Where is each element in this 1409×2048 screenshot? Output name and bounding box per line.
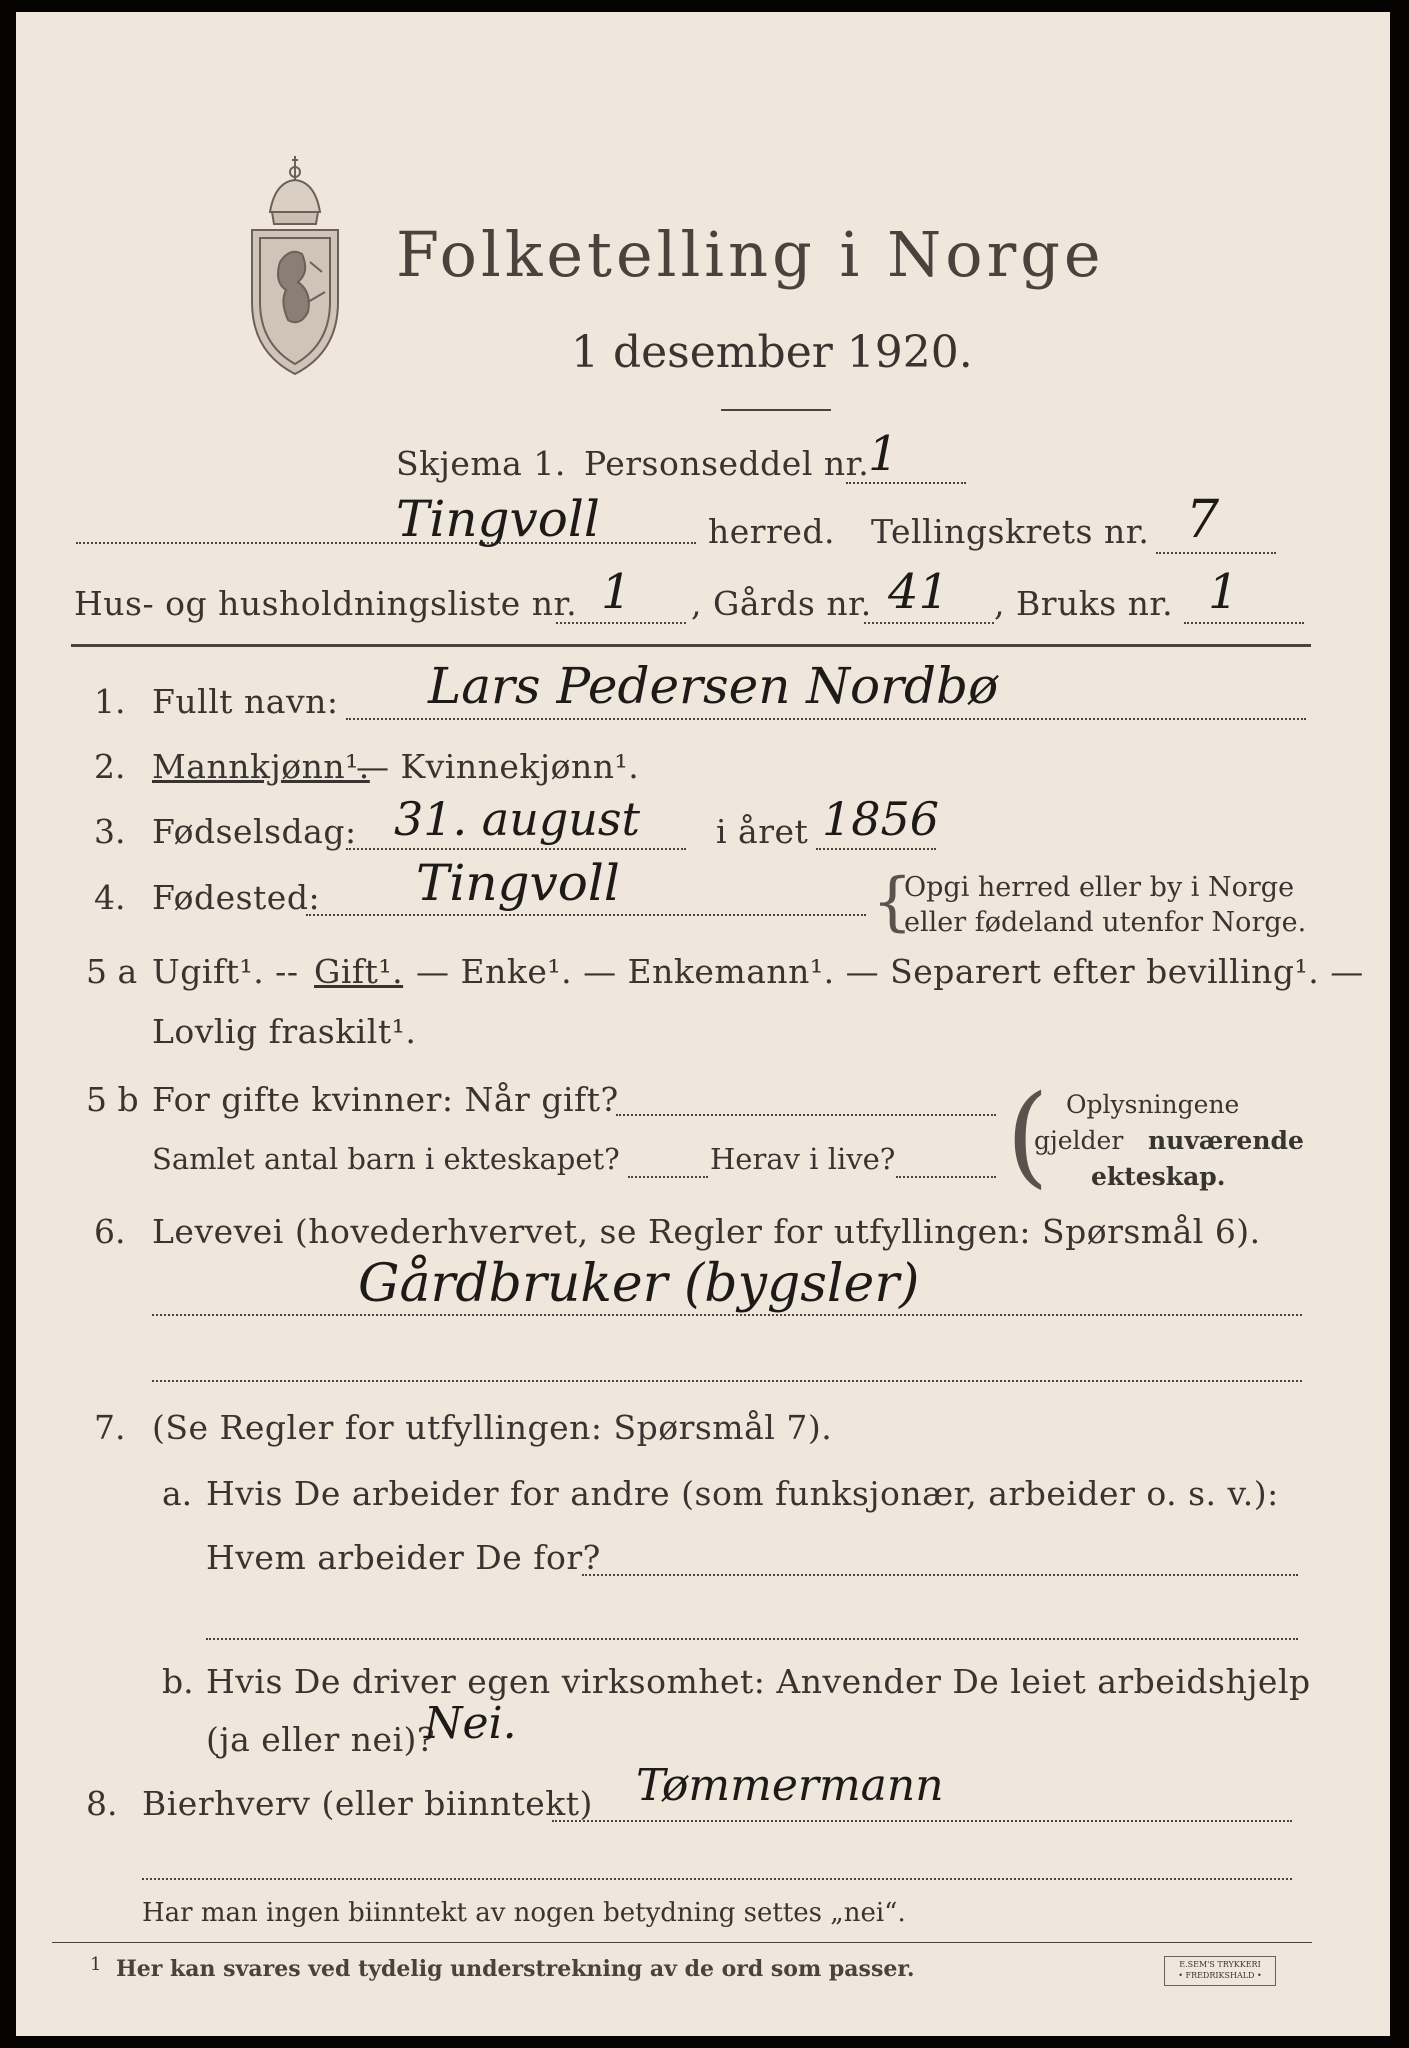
q3-year-value[interactable]: 1856 bbox=[822, 792, 940, 846]
q5a-ugift[interactable]: Ugift¹. -- bbox=[152, 952, 299, 991]
q4-note-line2: eller fødeland utenfor Norge. bbox=[904, 907, 1307, 938]
tellingskrets-line bbox=[1156, 552, 1276, 554]
q1-line bbox=[346, 718, 1306, 720]
bruks-value[interactable]: 1 bbox=[1208, 564, 1239, 620]
q7a-line2: Hvem arbeider De for? bbox=[206, 1538, 601, 1577]
norway-coat-of-arms-icon bbox=[230, 152, 360, 382]
q6-line2 bbox=[152, 1380, 1302, 1382]
q1-label: Fullt navn: bbox=[152, 682, 339, 721]
q4-label: Fødested: bbox=[152, 878, 321, 917]
q5b-number: 5 b bbox=[86, 1080, 139, 1119]
q8-label: Bierhverv (eller biinntekt) bbox=[142, 1784, 593, 1823]
printer-line2: • FREDRIKSHALD • bbox=[1178, 1971, 1262, 1980]
title-divider bbox=[721, 409, 831, 411]
herred-line bbox=[76, 542, 696, 544]
q5b-note-line1: Oplysningene bbox=[1066, 1090, 1240, 1119]
personseddel-value[interactable]: 1 bbox=[868, 426, 899, 482]
q2-female-option[interactable]: — Kvinnekjønn¹. bbox=[356, 747, 640, 786]
q7a-line1: Hvis De arbeider for andre (som funksjonær, arbeider o. s. v.): bbox=[206, 1474, 1279, 1513]
q5b-alive-label: Herav i live? bbox=[710, 1142, 896, 1176]
q1-full-name-value[interactable]: Lars Pedersen Nordbø bbox=[428, 657, 999, 715]
form-title: Folketelling i Norge bbox=[396, 218, 1105, 291]
q4-note-line1: Opgi herred eller by i Norge bbox=[904, 872, 1295, 903]
q3-birthday-value[interactable]: 31. august bbox=[394, 792, 640, 846]
q3-date-line bbox=[346, 848, 686, 850]
footer-note: Har man ingen biinntekt av nogen betydning settes „nei“. bbox=[142, 1898, 906, 1928]
q5b-alive-line bbox=[896, 1176, 996, 1178]
q7-number: 7. bbox=[94, 1408, 126, 1447]
bruks-line bbox=[1184, 622, 1304, 624]
personseddel-line bbox=[846, 482, 966, 484]
printer-stamp bbox=[1164, 1956, 1276, 1986]
footnote-mark: 1 bbox=[90, 1954, 102, 1975]
q5b-note-line2b: nuværende bbox=[1148, 1126, 1304, 1155]
q5a-number: 5 a bbox=[86, 952, 138, 991]
gards-label: , Gårds nr. bbox=[691, 584, 872, 623]
hus-line bbox=[556, 622, 686, 624]
q3-number: 3. bbox=[94, 812, 126, 851]
census-form-page bbox=[16, 12, 1390, 2036]
gards-line bbox=[864, 622, 994, 624]
q6-occupation-value[interactable]: Gårdbruker (bygsler) bbox=[358, 1254, 920, 1314]
q5b-when-line bbox=[616, 1114, 996, 1116]
gards-value[interactable]: 41 bbox=[888, 564, 950, 620]
q5a-gift[interactable]: Gift¹. bbox=[314, 952, 404, 991]
q2-number: 2. bbox=[94, 747, 126, 786]
header-rule bbox=[71, 644, 1311, 647]
herred-value[interactable]: Tingvoll bbox=[396, 490, 600, 548]
q5b-note-line2a: gjelder bbox=[1034, 1126, 1124, 1155]
q5b-children-label: Samlet antal barn i ekteskapet? bbox=[152, 1142, 620, 1176]
q7b-value[interactable]: Nei. bbox=[424, 1698, 517, 1749]
q5b-line1: For gifte kvinner: Når gift? bbox=[152, 1080, 619, 1119]
q4-birthplace-value[interactable]: Tingvoll bbox=[416, 854, 620, 912]
q3-year-line bbox=[816, 848, 936, 850]
q3-year-label: i året bbox=[716, 812, 809, 851]
tellingskrets-label: Tellingskrets nr. bbox=[871, 512, 1150, 551]
q7a-number: a. bbox=[162, 1474, 193, 1513]
q8-number: 8. bbox=[86, 1784, 118, 1823]
bruks-label: , Bruks nr. bbox=[994, 584, 1174, 623]
tellingskrets-value[interactable]: 7 bbox=[1186, 490, 1220, 550]
q7-label: (Se Regler for utfyllingen: Spørsmål 7). bbox=[152, 1408, 833, 1447]
form-date: 1 desember 1920. bbox=[571, 327, 973, 378]
q4-line bbox=[306, 914, 866, 916]
skjema-label: Skjema 1. bbox=[396, 444, 566, 483]
q1-number: 1. bbox=[94, 682, 126, 721]
q5a-other-options[interactable]: — Enke¹. — Enkemann¹. — Separert efter bevilling¹. — bbox=[416, 952, 1364, 991]
q5b-note-bracket: ( bbox=[1006, 1071, 1049, 1199]
q6-line1 bbox=[152, 1314, 1302, 1316]
q6-number: 6. bbox=[94, 1212, 126, 1251]
herred-label: herred. bbox=[708, 512, 835, 551]
q7b-line2: (ja eller nei)? bbox=[206, 1720, 436, 1759]
footnote-text: Her kan svares ved tydelig understrekning av de ord som passer. bbox=[116, 1956, 915, 1982]
hus-label: Hus- og husholdningsliste nr. bbox=[74, 584, 578, 623]
q7a-line-employer bbox=[582, 1574, 1298, 1576]
q5b-children-line bbox=[628, 1176, 708, 1178]
q8-value[interactable]: Tømmermann bbox=[636, 1760, 944, 1811]
q7b-line1: Hvis De driver egen virksomhet: Anvender De leiet arbeidshjelp bbox=[206, 1662, 1311, 1701]
personseddel-label: Personseddel nr. bbox=[584, 444, 870, 483]
footnote-rule bbox=[52, 1942, 1312, 1943]
q8-line1 bbox=[552, 1820, 1292, 1822]
q4-note-brace: { bbox=[872, 865, 913, 939]
q4-number: 4. bbox=[94, 878, 126, 917]
q7b-number: b. bbox=[162, 1662, 194, 1701]
q3-label: Fødselsdag: bbox=[152, 812, 357, 851]
hus-value[interactable]: 1 bbox=[601, 564, 632, 620]
printer-line1: E.SEM'S TRYKKERI bbox=[1179, 1960, 1261, 1969]
q8-line2 bbox=[142, 1878, 1292, 1880]
q7a-line-extra bbox=[206, 1638, 1298, 1640]
q5b-note-line3: ekteskap. bbox=[1091, 1162, 1226, 1191]
q5a-lovlig-fraskilt[interactable]: Lovlig fraskilt¹. bbox=[152, 1012, 417, 1051]
q2-male-option[interactable]: Mannkjønn¹. bbox=[152, 747, 370, 786]
q6-label: Levevei (hovederhvervet, se Regler for utfyllingen: Spørsmål 6). bbox=[152, 1212, 1261, 1251]
